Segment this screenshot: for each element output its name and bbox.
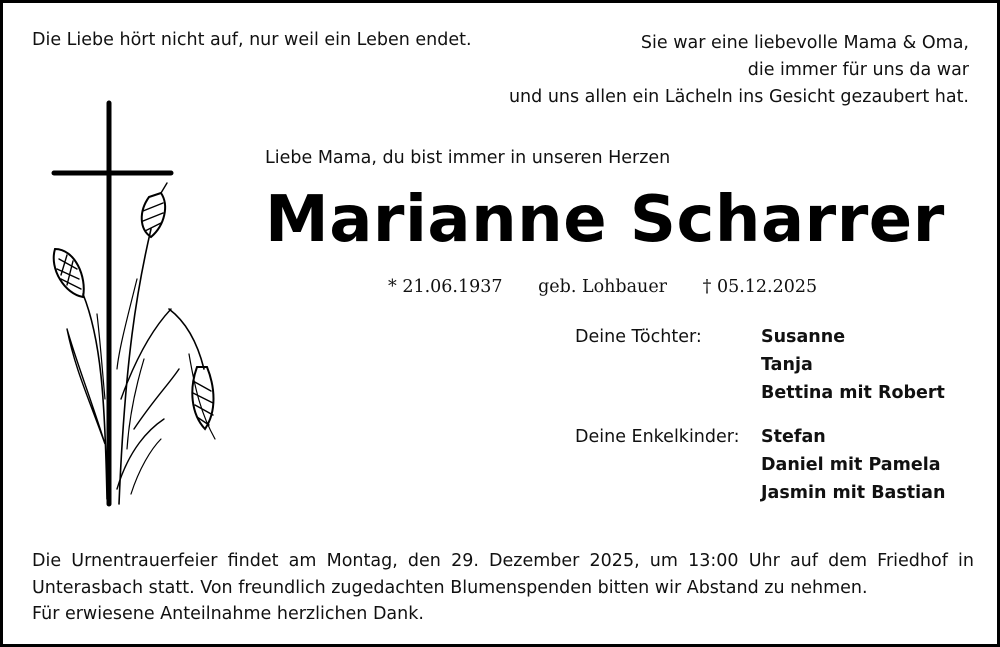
cross-with-wheat-icon (39, 99, 235, 509)
funeral-info-line: Die Urnentrauerfeier findet am Montag, den 29. Dezember 2025, um 13:00 Uhr auf dem Friedhof in (32, 551, 974, 571)
life-dates (388, 277, 817, 297)
funeral-info (32, 548, 974, 628)
quote-right-line: die immer für uns da war (747, 60, 969, 80)
grandchildren-names (761, 423, 945, 507)
daughters-names (761, 323, 945, 407)
quote-left: Die Liebe hört nicht auf, nur weil ein Leben endet. (32, 30, 472, 50)
funeral-info-line: Unterasbach statt. Von freundlich zugedachten Blumenspenden bitten wir Abstand zu nehmen. (32, 577, 868, 598)
quote-right (509, 30, 969, 111)
family-name: Susanne (761, 327, 846, 347)
grandchildren-label: Deine Enkelkinder: (575, 427, 740, 447)
birth-date: * 21.06.1937 (388, 277, 503, 297)
family-name: Tanja (761, 355, 813, 375)
maiden-name: geb. Lohbauer (538, 277, 668, 297)
funeral-info-line: Für erwiesene Anteilnahme herzlichen Dank. (32, 604, 424, 624)
daughters-label: Deine Töchter: (575, 327, 702, 347)
intro-line: Liebe Mama, du bist immer in unseren Herzen (265, 148, 671, 168)
family-name: Daniel mit Pamela (761, 455, 941, 475)
death-date: † 05.12.2025 (702, 277, 818, 297)
family-name: Stefan (761, 427, 826, 447)
family-name: Jasmin mit Bastian (761, 483, 946, 503)
deceased-name: Marianne Scharrer (265, 183, 945, 257)
family-name: Bettina mit Robert (761, 383, 945, 403)
quote-right-line: und uns allen ein Lächeln ins Gesicht gezaubert hat. (508, 87, 969, 107)
quote-right-line: Sie war eine liebevolle Mama & Oma, (640, 33, 969, 53)
